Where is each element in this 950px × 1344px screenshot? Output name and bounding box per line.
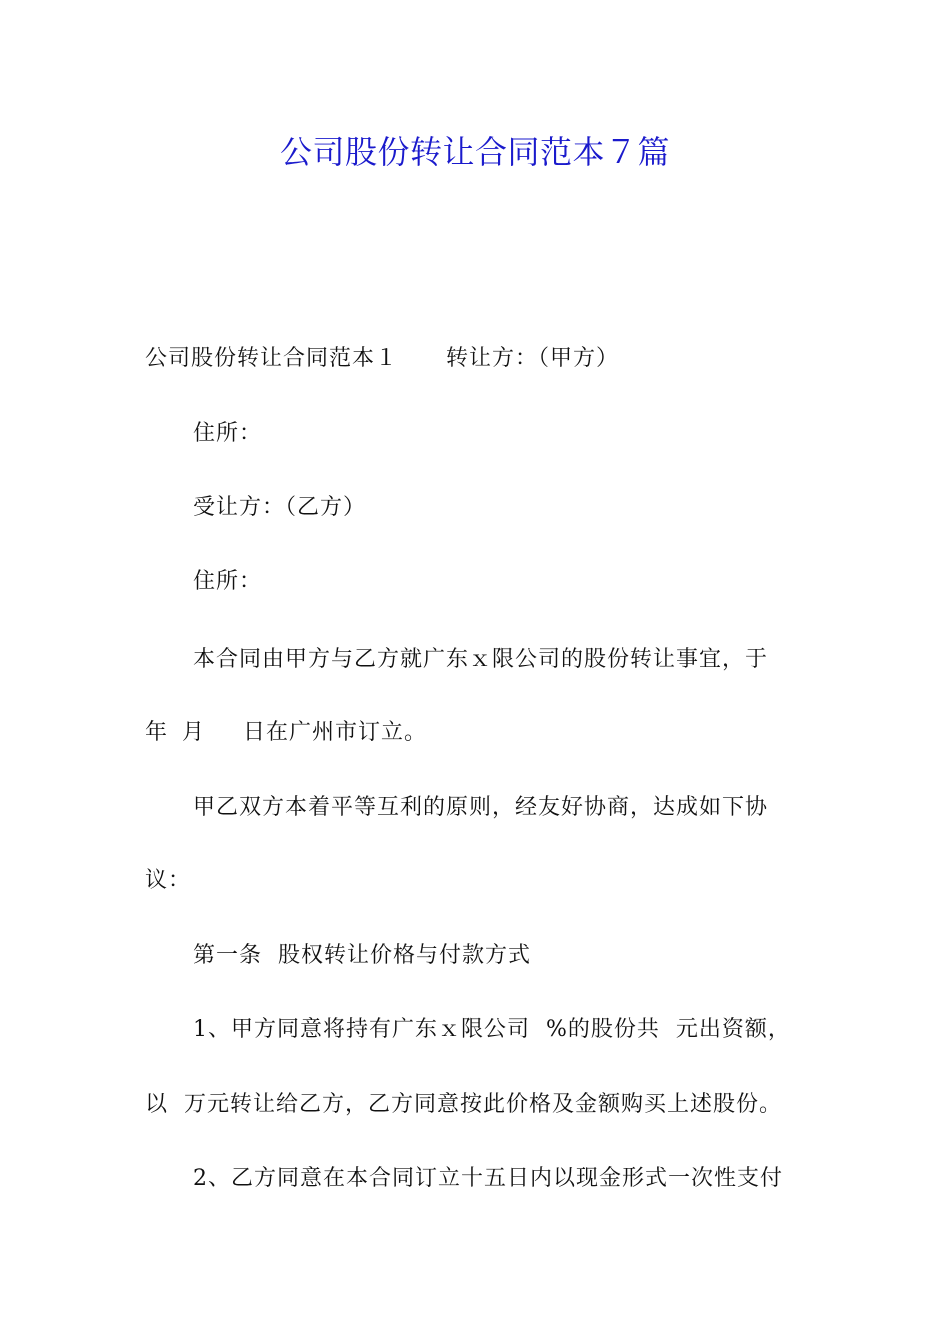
intro-paragraph-line-2 xyxy=(145,718,427,748)
principle-paragraph-line-1: 甲乙双方本着平等互利的原则，经友好协商，达成如下协 xyxy=(193,795,769,820)
clause-1-line-1: 1、甲方同意将持有广东ｘ限公司 %的股份共 元出资额， xyxy=(193,1017,791,1042)
clause-1-line-2: 以 万元转让给乙方，乙方同意按此价格及金额购买上述股份。 xyxy=(145,1092,782,1117)
principle-paragraph-line-2: 议： xyxy=(145,868,192,893)
article-1-heading: 第一条 股权转让价格与付款方式 xyxy=(193,943,531,968)
intro-paragraph-line-1: 本合同由甲方与乙方就广东ｘ限公司的股份转让事宜，于 xyxy=(193,647,769,672)
date-month-label: 月 xyxy=(182,720,206,745)
date-year-label: 年 xyxy=(145,720,169,745)
transferee-line: 受让方：（乙方） xyxy=(193,495,367,520)
section-label: 公司股份转让合同范本１ xyxy=(145,346,399,371)
heading-line xyxy=(145,344,619,374)
clause-2-line-1: 2、乙方同意在本合同订立十五日内以现金形式一次性支付 xyxy=(193,1166,783,1191)
address-line-2: 住所： xyxy=(193,569,263,594)
transferor-label: 转让方：（甲方） xyxy=(446,346,620,371)
date-rest-text: 日在广州市订立。 xyxy=(243,720,428,745)
address-line-1: 住所： xyxy=(193,421,263,446)
document-title: 公司股份转让合同范本７篇 xyxy=(279,133,670,171)
